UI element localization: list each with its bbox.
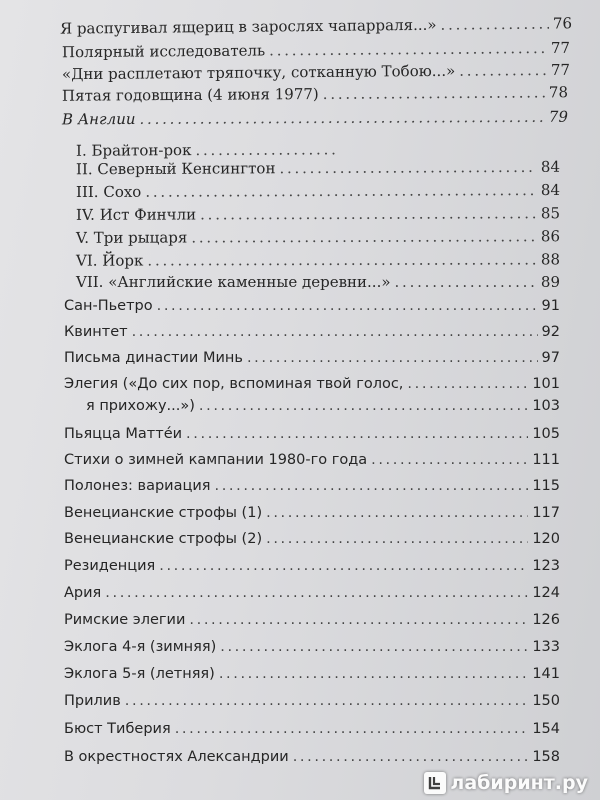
toc-entry xyxy=(64,322,560,342)
toc-entry-page: 133 xyxy=(532,639,560,655)
toc-leader-dots xyxy=(195,139,336,160)
toc-entry-title: Венецианские строфы (1) xyxy=(64,505,263,521)
toc-entry-page: 115 xyxy=(532,478,560,494)
toc-entry-title: IV. Ист Финчли xyxy=(75,205,197,224)
toc-entry-page: 78 xyxy=(548,83,569,102)
toc-entry-title: Полярный исследователь xyxy=(61,41,266,62)
toc-entry-title: Римские элегии xyxy=(64,612,186,628)
toc-entry xyxy=(76,180,560,202)
toc-entry xyxy=(64,719,560,739)
toc-entry-continuation xyxy=(86,396,560,416)
toc-entry-title: II. Северный Кенсингтон xyxy=(75,159,276,179)
toc-entry-page: 141 xyxy=(532,666,560,682)
toc-entry-title: VII. «Английские каменные деревни...» xyxy=(76,273,391,291)
toc-entry-title: В окрестностях Александрии xyxy=(64,749,289,765)
toc-entry xyxy=(64,583,560,603)
toc-entry-title: Элегия («До сих пор, вспоминая твой голос, xyxy=(64,376,404,392)
toc-entry xyxy=(64,296,560,316)
toc-leader-dots xyxy=(266,529,528,549)
toc-entry xyxy=(76,226,560,248)
toc-leader-dots xyxy=(189,610,528,630)
toc-entry-page: 89 xyxy=(540,273,560,291)
toc-entry xyxy=(76,203,560,225)
toc-entry xyxy=(76,157,560,180)
toc-entry xyxy=(64,529,560,549)
toc-section-title: В Англии xyxy=(61,109,136,129)
toc-entry-page: 126 xyxy=(532,612,560,628)
toc-entry xyxy=(76,249,560,270)
toc-leader-dots xyxy=(175,719,529,739)
toc-entry-title: Бюст Тиберия xyxy=(64,721,171,737)
toc-leader-dots xyxy=(293,747,529,767)
toc-entry xyxy=(64,374,560,394)
toc-entry-page: 124 xyxy=(532,585,560,601)
toc-entry-page: 150 xyxy=(532,693,560,709)
toc-entry-title: V. Три рыцаря xyxy=(75,228,188,247)
toc-entry xyxy=(60,13,572,38)
toc-leader-dots xyxy=(266,503,528,523)
toc-leader-dots xyxy=(199,396,528,416)
toc-entry-page: 158 xyxy=(532,749,560,765)
toc-entry-title: я прихожу...») xyxy=(86,398,195,414)
toc-entry-title: Стихи о зимней кампании 1980-го года xyxy=(64,452,368,468)
toc-leader-dots xyxy=(459,60,547,81)
toc-entry-title: Я распугивал ящериц в зарослях чапарраля...» xyxy=(59,15,437,38)
toc-leader-dots xyxy=(214,476,528,496)
toc-leader-dots xyxy=(200,203,537,224)
toc-entry-page: 120 xyxy=(532,531,560,547)
toc-leader-dots xyxy=(105,583,528,603)
toc-entry-page: 97 xyxy=(541,350,560,366)
toc-leader-dots xyxy=(145,180,537,202)
toc-entry xyxy=(64,424,560,444)
toc-leader-dots xyxy=(147,249,537,270)
toc-entry-title: VI. Йорк xyxy=(75,251,144,270)
toc-entry-page: 88 xyxy=(540,250,561,269)
toc-leader-dots xyxy=(323,82,545,104)
toc-leader-dots xyxy=(139,107,545,129)
toc-entry xyxy=(62,38,570,62)
toc-entry-page: 86 xyxy=(540,227,561,246)
toc-leader-dots xyxy=(220,637,528,657)
toc-entry-title: I. Брайтон-рок xyxy=(75,141,192,160)
toc-entry-page: 105 xyxy=(532,426,560,442)
toc-entry xyxy=(62,82,568,106)
toc-leader-dots xyxy=(279,157,537,178)
toc-leader-dots xyxy=(132,322,538,342)
toc-section-entry xyxy=(62,107,568,130)
toc-entry xyxy=(64,450,560,470)
toc-leader-dots xyxy=(159,556,528,576)
toc-entry-page: 101 xyxy=(532,376,560,392)
toc-entry-title: Эклога 5-я (летняя) xyxy=(64,666,215,682)
labirint-logo-icon xyxy=(424,772,446,794)
toc-entry xyxy=(62,60,570,84)
toc-entry-title: Пятая годовщина (4 июня 1977) xyxy=(61,84,319,105)
toc-entry xyxy=(64,476,560,496)
toc-entry-title: Квинтет xyxy=(64,324,128,340)
toc-leader-dots xyxy=(186,424,528,444)
toc-leader-dots xyxy=(191,226,537,247)
toc-entry-title: Венецианские строфы (2) xyxy=(64,531,263,547)
toc-entry-page: 111 xyxy=(532,452,560,468)
toc-entry xyxy=(64,691,560,711)
toc-leader-dots xyxy=(371,450,528,470)
toc-leader-dots xyxy=(157,296,538,316)
toc-entry-page: 77 xyxy=(550,38,571,57)
toc-entry-page: 76 xyxy=(552,14,573,33)
toc-leader-dots xyxy=(440,14,549,35)
toc-entry-title: Прилив xyxy=(64,693,121,709)
toc-entry-page: 79 xyxy=(548,107,569,126)
toc-entry xyxy=(64,664,560,684)
toc-entry-title: Эклога 4-я (зимняя) xyxy=(64,639,217,655)
toc-entry xyxy=(64,637,560,657)
toc-entry-page: 123 xyxy=(532,558,560,574)
toc-entry-title: «Дни расплетают тряпочку, сотканную Тобою...» xyxy=(61,61,456,84)
toc-entry xyxy=(76,272,560,292)
toc-entry-page: 92 xyxy=(541,324,560,340)
toc-leader-dots xyxy=(125,691,529,711)
toc-entry xyxy=(64,348,560,368)
toc-entry-page: 77 xyxy=(550,60,571,79)
toc-entry-page: 117 xyxy=(532,505,560,521)
toc-entry-title: Письма династии Минь xyxy=(64,350,243,366)
toc-entry-page: 85 xyxy=(540,204,561,223)
toc-leader-dots xyxy=(247,348,538,368)
toc-entry-title: Полонез: вариация xyxy=(64,478,211,494)
toc-entry-title: Резиденция xyxy=(64,558,156,574)
toc-entry-page: 84 xyxy=(540,157,561,176)
toc-entry-title: Сан-Пьетро xyxy=(64,298,153,314)
watermark-text: лабиринт.ру xyxy=(450,772,588,794)
toc-leader-dots xyxy=(269,38,547,60)
toc-entry xyxy=(64,747,560,767)
toc-entry xyxy=(64,610,560,630)
toc-leader-dots xyxy=(407,374,528,394)
toc-leader-dots xyxy=(219,664,529,684)
toc-entry-page: 103 xyxy=(532,398,560,414)
toc-leader-dots xyxy=(395,272,537,292)
toc-entry-title: Пьяцца Маттéи xyxy=(64,426,183,442)
toc-entry-title: Ария xyxy=(64,585,102,601)
toc-entry-page: 84 xyxy=(540,180,561,200)
toc-entry-page: 91 xyxy=(541,298,560,314)
toc-entry xyxy=(64,556,560,576)
toc-entry-page: 154 xyxy=(532,721,560,737)
labirint-watermark xyxy=(424,772,588,794)
toc-entry xyxy=(64,503,560,523)
toc-entry-title: III. Сохо xyxy=(75,182,142,202)
